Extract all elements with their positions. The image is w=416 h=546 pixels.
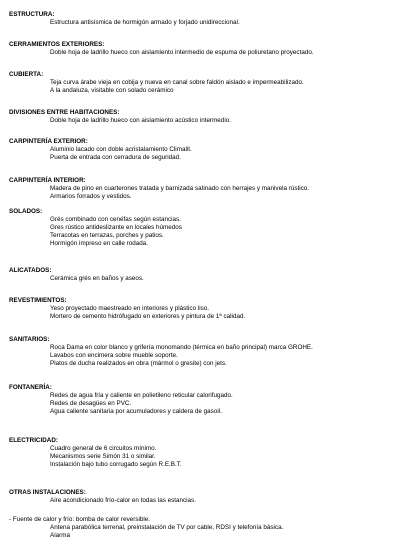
- section-line: Teja curva árabe vieja en cobija y nueva en canal sobre faldón aislado e impermeabilizado.: [50, 78, 304, 86]
- section-line: Armarios forrados y vestidos.: [50, 192, 132, 200]
- section-carpinteria-exterior: [9, 138, 409, 162]
- section-heading: CERRAMIENTOS EXTERIORES:: [9, 41, 105, 48]
- section-heading: DIVISIONES ENTRE HABITACIONES:: [9, 109, 120, 116]
- section-sanitarios: [9, 336, 409, 368]
- section-line: Doble hoja de ladrillo hueco con aislamiento acústico intermedio.: [50, 116, 231, 124]
- section-line: Puerta de entrada con cerradura de seguridad.: [50, 153, 181, 161]
- section-line: Madera de pino en cuarterones tratada y barnizada satinado con herrajes y manivela rústico.: [50, 184, 310, 192]
- section-line: A la andaluza, visitable con solado cerámico: [50, 86, 174, 94]
- section-line: Yeso proyectado maestreado en interiores y plástico liso.: [50, 304, 210, 312]
- section-line: Grés combinado con cenéfas según estancias.: [50, 215, 181, 223]
- section-alicatados: [9, 267, 409, 283]
- section-heading: CARPINTERÍA INTERIOR:: [9, 177, 86, 184]
- section-line: Aluminio lacado con doble acristalamiento Climalit.: [50, 145, 192, 153]
- section-heading: CUBIERTA:: [9, 71, 44, 78]
- section-line: Estructura antisísmica de hormigón armado y forjado unidireccional.: [50, 18, 240, 26]
- section-solados: [9, 208, 409, 248]
- section-line: Cuadro general de 6 circuitos mínimo.: [50, 444, 157, 452]
- footer-lead: - Fuente de calor y frío: bomba de calor reversible.: [9, 516, 151, 523]
- footer-line: Alarma: [50, 531, 70, 539]
- section-revestimientos: [9, 297, 409, 321]
- section-line: Doble hoja de ladrillo hueco con aislamiento intermedio de espuma de poliuretano proyectado.: [50, 48, 314, 56]
- section-heading: SANITARIOS:: [9, 336, 50, 343]
- section-cerramientos: [9, 41, 409, 57]
- section-line: Platos de ducha realizados en obra (mármol o gresite) con jets.: [50, 359, 227, 367]
- section-carpinteria-interior: [9, 177, 409, 201]
- section-heading: ALICATADOS:: [9, 267, 52, 274]
- section-line: Cerámica grés en baños y aseos.: [50, 274, 144, 282]
- section-electricidad: [9, 437, 409, 469]
- section-line: Aire acondicionado frío-calor en todas las estancias.: [50, 496, 196, 504]
- footer-line: Antena parabólica terrenal, preinstalación de TV por cable, RDSI y telefonía básica.: [50, 523, 284, 531]
- section-divisiones: [9, 109, 409, 125]
- section-line: Lavabos con encimera sobre mueble soporte.: [50, 351, 178, 359]
- section-line: Agua caliente sanitaria por acumuladores y caldera de gasoil.: [50, 407, 222, 415]
- section-heading: REVESTIMIENTOS:: [9, 297, 67, 304]
- section-line: Terracotas en terrazas, porches y patios.: [50, 231, 164, 239]
- section-line: Roca Dama en color blanco y grifería monomando (térmica en baño principal) marca GROHE.: [50, 343, 313, 351]
- section-fontaneria: [9, 384, 409, 416]
- section-estructura: [9, 11, 409, 27]
- section-heading: OTRAS INSTALACIONES:: [9, 489, 86, 496]
- section-heading: FONTANERÍA:: [9, 384, 52, 391]
- section-line: Mortero de cemento hidrófugado en exteriores y pintura de 1ª calidad.: [50, 312, 246, 320]
- section-line: Redes de agua fría y caliente en polietileno reticular calorifugado.: [50, 391, 233, 399]
- footer-block: [9, 516, 409, 540]
- section-heading: ELECTRICIDAD:: [9, 437, 58, 444]
- section-line: Hormigón impreso en calle rodada.: [50, 239, 149, 247]
- section-heading: CARPINTERÍA EXTERIOR:: [9, 138, 88, 145]
- section-line: Gres rústico antideslizante en locales húmedos: [50, 223, 182, 231]
- section-otras-instalaciones: [9, 489, 409, 505]
- section-line: Instalación bajo tubo corrugado según R.E.B.T.: [50, 460, 182, 468]
- section-heading: ESTRUCTURA:: [9, 11, 55, 18]
- section-line: Redes de desagües en PVC.: [50, 399, 132, 407]
- section-heading: SOLADOS:: [9, 208, 43, 215]
- section-line: Mecanismos serie Simón 31 o similar.: [50, 452, 156, 460]
- section-cubierta: [9, 71, 409, 95]
